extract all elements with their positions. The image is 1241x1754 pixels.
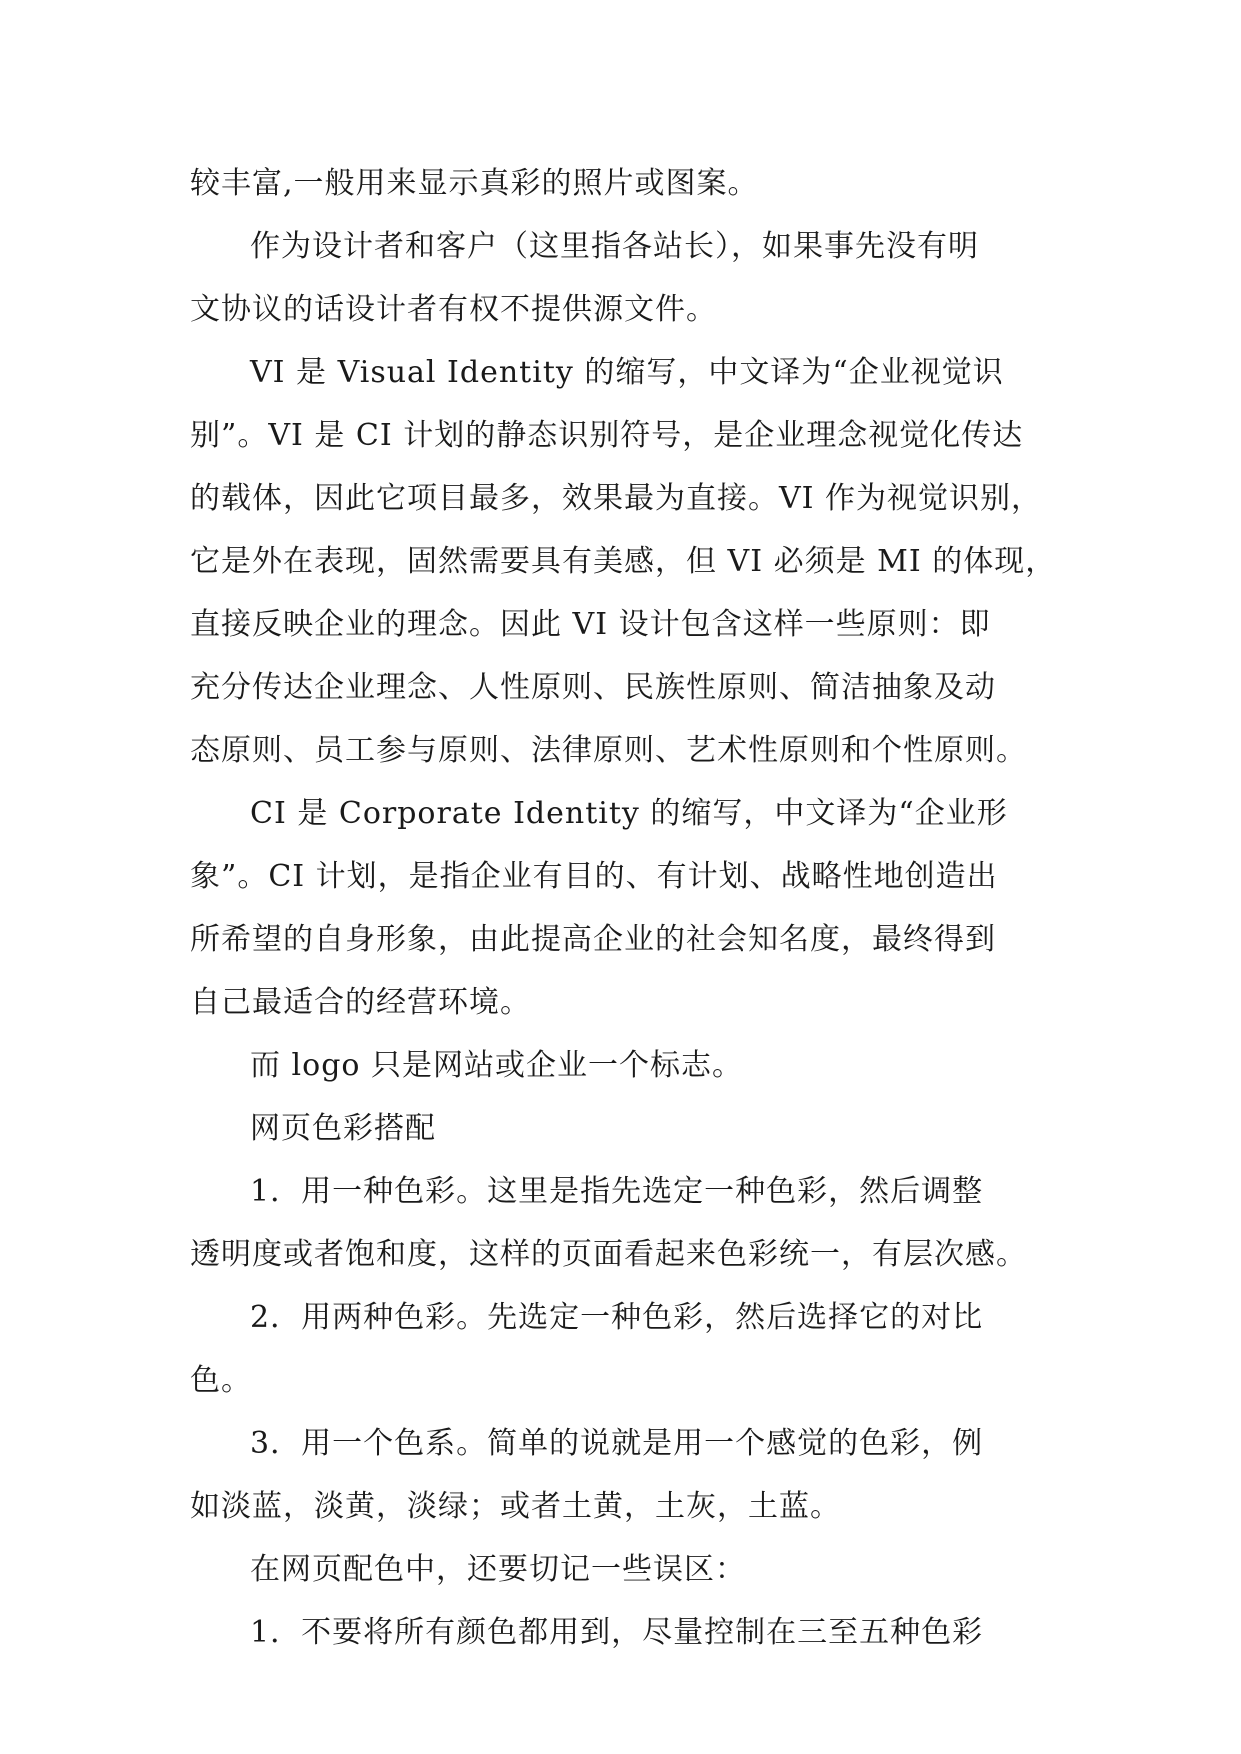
text-line: 的载体，因此它项目最多，效果最为直接。VI 作为视觉识别，	[190, 481, 1043, 516]
list-item	[190, 1412, 1050, 1538]
text-line: 如淡蓝，淡黄，淡绿；或者土黄，土灰，土蓝。	[190, 1489, 841, 1524]
text-line: 别”。VI 是 CI 计划的静态识别符号，是企业理念视觉化传达	[190, 418, 1024, 453]
paragraph	[190, 215, 1050, 341]
text-line: 在网页配色中，还要切记一些误区：	[250, 1552, 746, 1587]
text-line: 较丰富,一般用来显示真彩的照片或图案。	[190, 166, 759, 201]
paragraph	[190, 782, 1050, 1034]
text-line: 直接反映企业的理念。因此 VI 设计包含这样一些原则：即	[190, 607, 991, 642]
text-line: CI 是 Corporate Identity 的缩写，中文译为“企业形	[250, 796, 1008, 831]
paragraph	[190, 341, 1057, 782]
text-line: 网页色彩搭配	[250, 1111, 436, 1146]
list-item	[190, 1286, 1050, 1412]
text-line: 自己最适合的经营环境。	[190, 985, 531, 1020]
document-body	[190, 152, 1057, 1664]
text-line: 作为设计者和客户（这里指各站长），如果事先没有明	[250, 229, 979, 264]
text-line: 文协议的话设计者有权不提供源文件。	[190, 292, 717, 327]
text-line: 1．用一种色彩。这里是指先选定一种色彩，然后调整	[250, 1174, 984, 1209]
text-line: 它是外在表现，固然需要具有美感，但 VI 必须是 MI 的体现，	[190, 544, 1057, 579]
section-heading	[190, 1097, 1050, 1160]
list-item	[190, 1160, 1050, 1286]
text-line: 1．不要将所有颜色都用到，尽量控制在三至五种色彩	[250, 1615, 984, 1650]
paragraph	[190, 1034, 1050, 1097]
text-line: 充分传达企业理念、人性原则、民族性原则、简洁抽象及动	[190, 670, 996, 705]
text-line: 所希望的自身形象，由此提高企业的社会知名度，最终得到	[190, 922, 996, 957]
text-line: 2．用两种色彩。先选定一种色彩，然后选择它的对比	[250, 1300, 984, 1335]
text-line: 而 logo 只是网站或企业一个标志。	[250, 1048, 743, 1083]
text-line: 透明度或者饱和度，这样的页面看起来色彩统一，有层次感。	[190, 1237, 1027, 1272]
text-line: 态原则、员工参与原则、法律原则、艺术性原则和个性原则。	[190, 733, 1027, 768]
text-line: VI 是 Visual Identity 的缩写，中文译为“企业视觉识	[250, 355, 1004, 390]
paragraph	[190, 1538, 1050, 1601]
paragraph	[190, 152, 1050, 215]
text-line: 象”。CI 计划，是指企业有目的、有计划、战略性地创造出	[190, 859, 998, 894]
list-item	[190, 1601, 1050, 1664]
text-line: 色。	[190, 1363, 252, 1398]
text-line: 3．用一个色系。简单的说就是用一个感觉的色彩，例	[250, 1426, 984, 1461]
